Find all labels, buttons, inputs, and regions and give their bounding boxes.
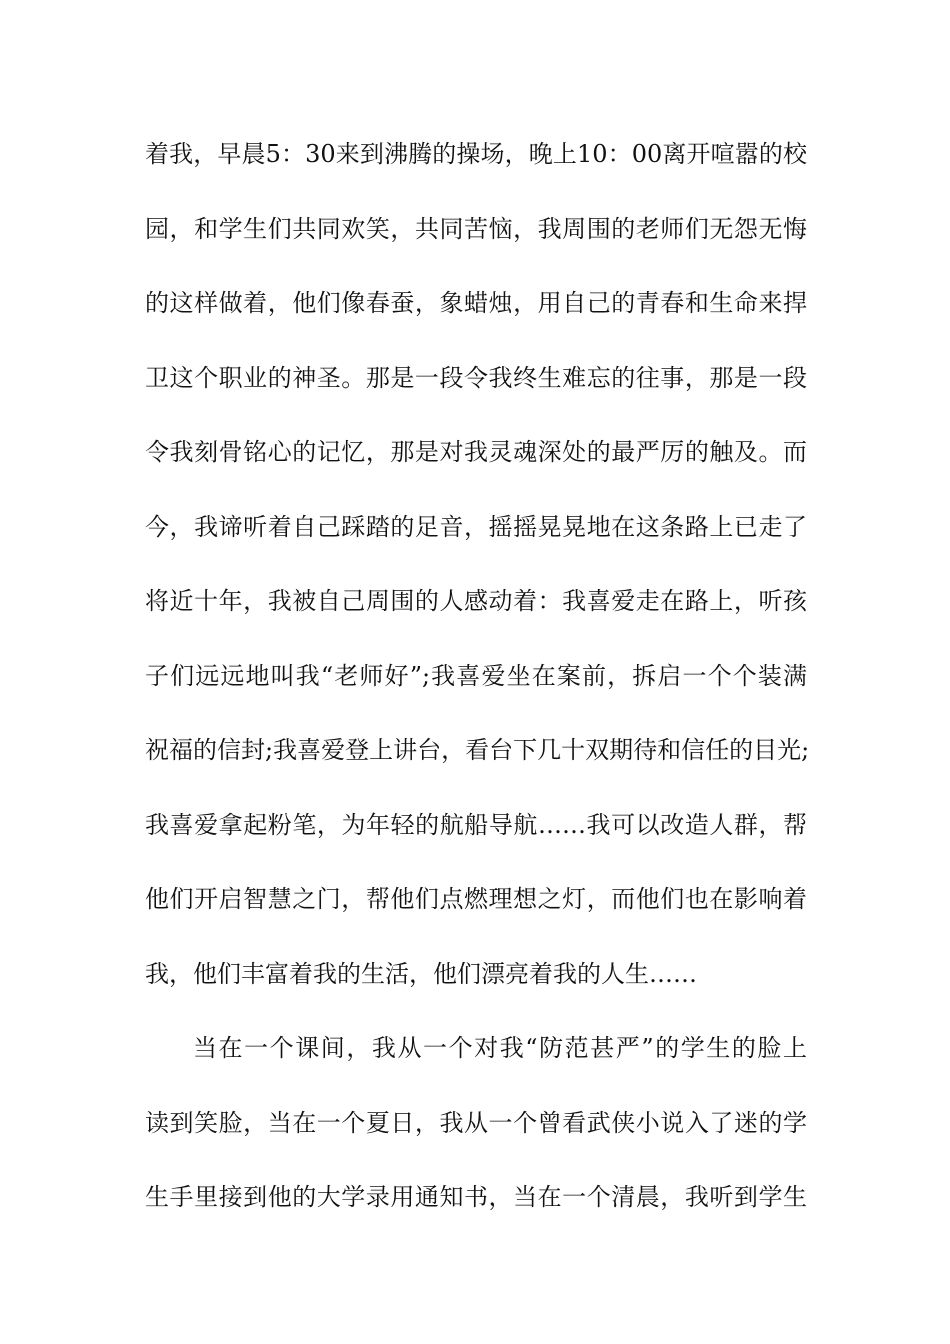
- body-text: [145, 126, 810, 1244]
- text-line-9: 祝福的信封;我喜爱登上讲台，看台下几十双期待和信任的目光;: [145, 736, 810, 764]
- text-line-6: 今，我谛听着自己踩踏的足音，摇摇晃晃地在这条路上已走了: [145, 512, 807, 541]
- text-line-14: 读到笑脸，当在一个夏日，我从一个曾看武侠小说入了迷的学: [145, 1108, 807, 1137]
- text-line-1: 着我，早晨5：30来到沸腾的操场，晚上10：00离开喧嚣的校: [145, 140, 807, 168]
- text-line-7: 将近十年，我被自己周围的人感动着：我喜爱走在路上，听孩: [145, 587, 807, 615]
- text-line-10: 我喜爱拿起粉笔，为年轻的航船导航……我可以改造人群，帮: [145, 810, 807, 839]
- text-line-4: 卫这个职业的神圣。那是一段令我终生难忘的往事，那是一段: [145, 363, 807, 392]
- text-line-11: 他们开启智慧之门，帮他们点燃理想之灯，而他们也在影响着: [145, 885, 807, 913]
- text-line-15: 生手里接到他的大学录用通知书，当在一个清晨，我听到学生: [145, 1183, 807, 1211]
- text-line-12: 我，他们丰富着我的生活，他们漂亮着我的人生……: [145, 959, 697, 988]
- text-line-2: 园，和学生们共同欢笑，共同苦恼，我周围的老师们无怨无悔: [145, 214, 807, 243]
- text-line-3: 的这样做着，他们像春蚕，象蜡烛，用自己的青春和生命来捍: [145, 289, 807, 317]
- text-line-13: 当在一个课间，我从一个对我“防范甚严”的学生的脸上: [193, 1034, 807, 1062]
- text-line-5: 令我刻骨铭心的记忆，那是对我灵魂深处的最严厉的触及。而: [145, 438, 807, 466]
- text-line-8: 子们远远地叫我“老师好”;我喜爱坐在案前，拆启一个个装满: [145, 661, 807, 690]
